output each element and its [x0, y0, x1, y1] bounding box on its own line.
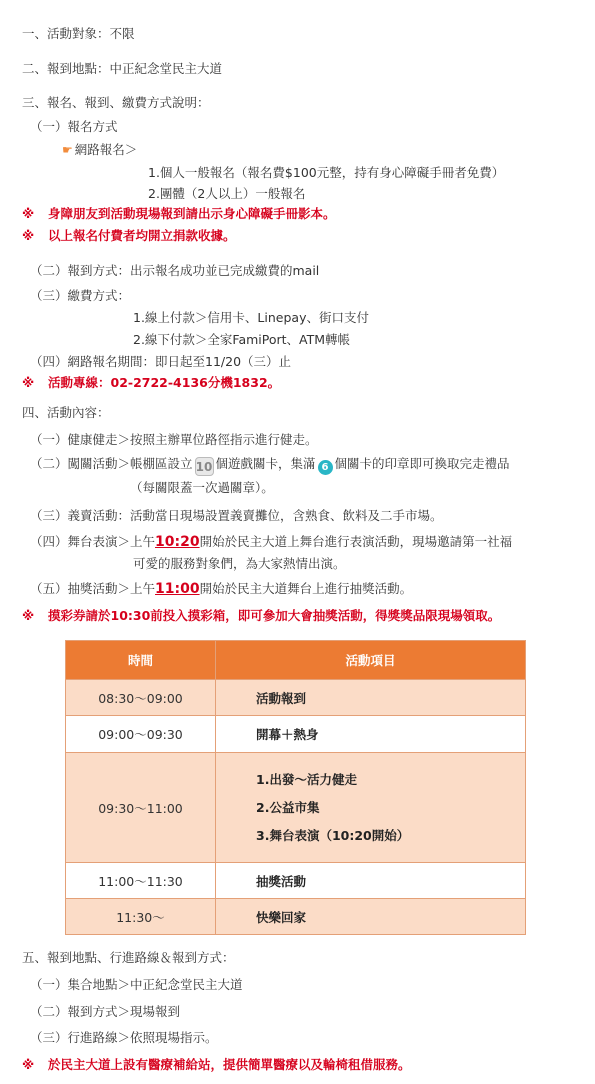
schedule-header-time: 時間 — [66, 641, 216, 680]
schedule-time: 09:30～11:00 — [66, 753, 216, 863]
notice-receipt — [22, 228, 236, 244]
section4-title: 四、活動內容： — [22, 405, 110, 420]
notice-mark: ※ — [22, 206, 35, 221]
schedule-activity: 抽獎活動 — [216, 863, 526, 899]
stage-show-time: 10:20 — [155, 534, 200, 550]
schedule-activity: 開幕＋熱身 — [216, 716, 526, 753]
payment-online: 1.線上付款＞信用卡、Linepay、街口支付 — [133, 310, 369, 325]
table-row — [66, 680, 526, 716]
schedule-header-activity: 活動項目 — [216, 641, 526, 680]
schedule-activity-list — [216, 753, 526, 863]
activity-stage-show — [30, 534, 512, 550]
route-info: （三）行進路線＞依照現場指示。 — [30, 1030, 218, 1045]
medical-notice — [22, 1057, 411, 1073]
medical-notice-text: 於民主大道上設有醫療補給站，提供簡單醫療以及輪椅租借服務。 — [48, 1057, 411, 1072]
schedule-activity: 2.公益市集 — [256, 799, 320, 815]
lottery-notice — [22, 608, 500, 624]
activity-lottery — [30, 581, 412, 597]
payment-title: （三）繳費方式： — [30, 288, 131, 303]
online-signup-label — [62, 142, 137, 158]
pointing-hand-icon: ☛ — [62, 143, 73, 157]
assembly-location: （一）集合地點＞中正紀念堂民主大道 — [30, 977, 243, 992]
payment-offline: 2.線下付款＞全家FamiPort、ATM轉帳 — [133, 332, 351, 347]
notice-disability — [22, 206, 336, 222]
schedule-time: 11:00～11:30 — [66, 863, 216, 899]
online-signup-text: 網路報名＞ — [74, 142, 138, 157]
hotline-text: 活動專線：02-2722-4136分機1832。 — [48, 375, 281, 390]
table-row — [66, 753, 526, 863]
activity-stamp-rally — [30, 456, 510, 476]
schedule-activity: 3.舞台表演（10:20開始） — [256, 827, 410, 843]
table-row — [66, 863, 526, 899]
activity-charity-sale: （三）義賣活動：活動當日現場設置義賣攤位，含熟食、飲料及二手市場。 — [30, 508, 443, 523]
schedule-header-row — [66, 641, 526, 680]
notice-mark: ※ — [22, 375, 35, 390]
lottery-time: 11:00 — [155, 581, 200, 597]
schedule-time: 11:30～ — [66, 899, 216, 935]
number-10-badge: 10 — [195, 457, 214, 476]
online-item-individual: 1.個人一般報名（報名費$100元整，持有身心障礙手冊者免費） — [148, 165, 505, 180]
online-item-group: 2.團體（2人以上）一般報名 — [148, 186, 306, 201]
section2-location: 二、報到地點：中正紀念堂民主大道 — [22, 61, 223, 76]
stage-show-text-b: 開始於民主大道上舞台進行表演活動，現場邀請第一社福 — [199, 534, 513, 549]
stage-show-text-a: （四）舞台表演＞上午 — [30, 534, 156, 549]
notice-disability-text: 身障朋友到活動現場報到請出示身心障礙手冊影本。 — [48, 206, 336, 221]
table-row — [66, 899, 526, 935]
schedule-time: 09:00～09:30 — [66, 716, 216, 753]
notice-mark: ※ — [22, 1057, 35, 1072]
section5-title: 五、報到地點、行進路線＆報到方式： — [22, 950, 235, 965]
notice-mark: ※ — [22, 608, 35, 623]
stamp-rally-note: （每關限蓋一次過關章）。 — [130, 480, 274, 495]
section3-title: 三、報名、報到、繳費方式說明： — [22, 95, 210, 110]
schedule-activity: 快樂回家 — [216, 899, 526, 935]
notice-mark: ※ — [22, 228, 35, 243]
stamp-rally-text-b: 個遊戲關卡，集滿 — [215, 456, 316, 471]
lottery-text-b: 開始於民主大道舞台上進行抽獎活動。 — [199, 581, 413, 596]
section1-target: 一、活動對象：不限 — [22, 26, 135, 41]
schedule-table — [65, 640, 526, 935]
signup-period: （四）網路報名期間：即日起至11/20（三）止 — [30, 354, 292, 369]
hotline — [22, 375, 280, 391]
checkin-method: （二）報到方式：出示報名成功並已完成繳費的mail — [30, 263, 320, 278]
signup-method-title: （一）報名方式 — [30, 119, 118, 134]
number-6-badge: 6 — [318, 460, 333, 475]
stamp-rally-text-a: （二）闖關活動＞帳棚區設立 — [30, 456, 193, 471]
stage-show-cont: 可愛的服務對象們，為大家熱情出演。 — [133, 556, 346, 571]
schedule-activity: 活動報到 — [216, 680, 526, 716]
activity-walk: （一）健康健走＞按照主辦單位路徑指示進行健走。 — [30, 432, 318, 447]
notice-receipt-text: 以上報名付費者均開立捐款收據。 — [48, 228, 236, 243]
lottery-notice-text: 摸彩券請於10:30前投入摸彩箱，即可參加大會抽獎活動，得獎獎品限現場領取。 — [48, 608, 501, 623]
table-row — [66, 716, 526, 753]
schedule-time: 08:30～09:00 — [66, 680, 216, 716]
stamp-rally-text-c: 個關卡的印章即可換取完走禮品 — [334, 456, 510, 471]
lottery-text-a: （五）抽獎活動＞上午 — [30, 581, 156, 596]
checkin-type: （二）報到方式＞現場報到 — [30, 1004, 181, 1019]
schedule-activity: 1.出發～活力健走 — [256, 771, 357, 787]
